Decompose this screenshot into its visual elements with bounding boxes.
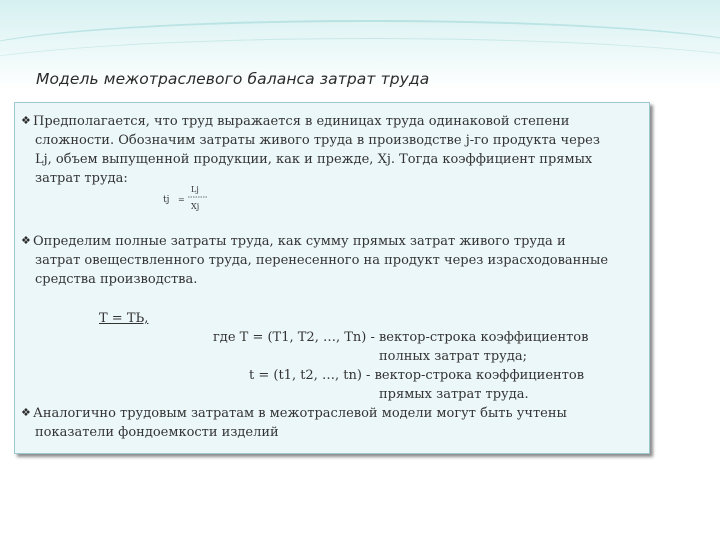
paragraph-line: затрат труда: (35, 171, 128, 186)
formula-numerator: Lj (191, 185, 199, 194)
paragraph-line: ❖ Аналогично трудовым затратам в межотраслевой модели могут быть учтены (21, 403, 567, 423)
definition-T-line2: полных затрат труда; (379, 349, 527, 364)
diamond-bullet-icon: ❖ (21, 114, 31, 127)
paragraph-line: сложности. Обозначим затраты живого труда в производстве j-го продукта через (35, 133, 600, 148)
direct-labor-coefficient-formula (161, 178, 209, 216)
slide-title: Модель межотраслевого баланса затрат труда (36, 70, 430, 88)
paragraph-line: средства производства. (35, 272, 198, 287)
definition-t-line2: прямых затрат труда. (379, 387, 529, 402)
paragraph-line: Lj, объем выпущенной продукции, как и прежде, Xj. Тогда коэффициент прямых (35, 152, 593, 167)
diamond-bullet-icon: ❖ (21, 234, 31, 247)
full-labor-equation: T = TЬ, (99, 311, 149, 326)
paragraph-2 (21, 231, 608, 289)
paragraph-line: ❖ Определим полные затраты труда, как сумму прямых затрат живого труда и (21, 231, 608, 251)
content-box (14, 102, 650, 454)
paragraph-line: ❖ Предполагается, что труд выражается в единицах труда одинаковой степени (21, 111, 600, 131)
formula-equals: = (178, 195, 185, 204)
paragraph-1 (21, 111, 600, 188)
definition-T-line1: где T = (T1, T2, …, Tn) - вектор-строка коэффициентов (213, 330, 589, 345)
formula-denominator: Xj (191, 202, 200, 211)
paragraph-3 (21, 403, 567, 442)
paragraph-line: затрат овеществленного труда, перенесенного на продукт через израсходованные (35, 253, 609, 268)
diamond-bullet-icon: ❖ (21, 406, 31, 419)
definition-t-line1: t = (t1, t2, …, tn) - вектор-строка коэффициентов (249, 368, 585, 383)
formula-lhs: tj (163, 195, 170, 205)
paragraph-line: показатели фондоемкости изделий (35, 425, 279, 440)
